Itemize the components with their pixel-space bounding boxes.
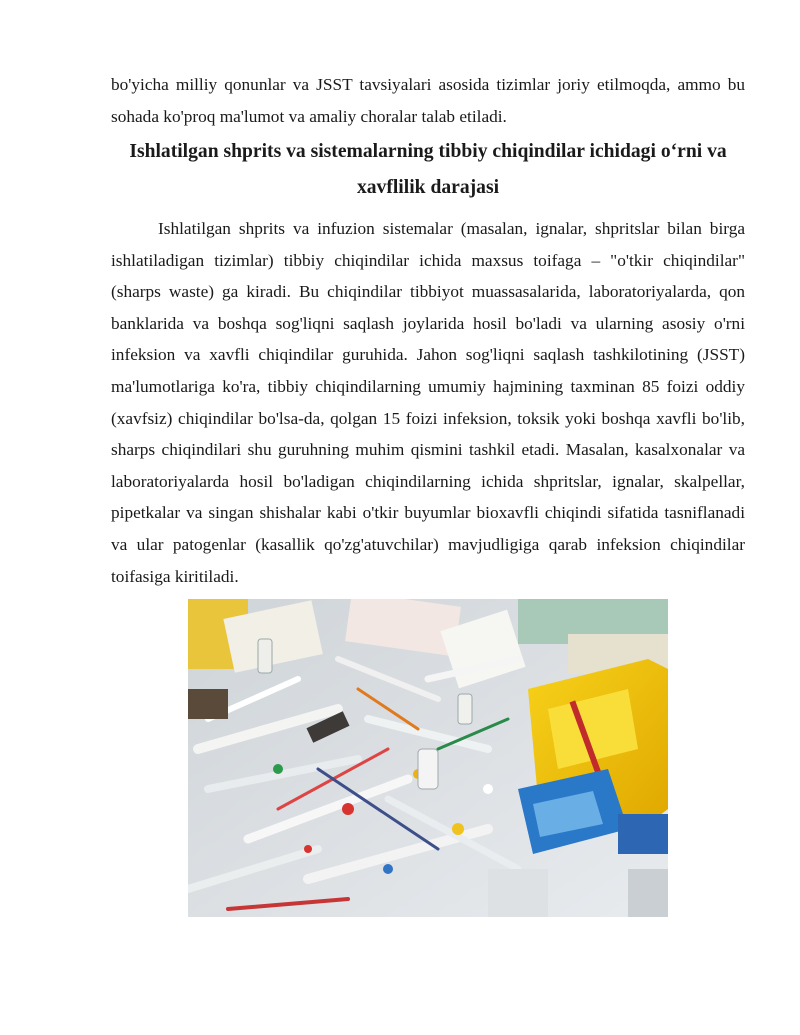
paragraph-top-block [111,69,745,132]
section-heading: Ishlatilgan shprits va sistemalarning tibbiy chiqindilar ichidagi o‘rni va xavflilik darajasi [129,141,727,198]
paragraph-main-block [111,213,745,592]
paragraph-top: bo'yicha milliy qonunlar va JSST tavsiyalari asosida tizimlar joriy etilmoqda, ammo bu sohada ko'proq ma'lumot va amaliy choralar talab etiladi. [111,75,745,126]
paragraph-main: Ishlatilgan shprits va infuzion sistemalar (masalan, ignalar, shpritslar bilan birga ishlatiladigan tizimlar) tibbiy chiqindilar ichida maxsus toifaga – "o'tkir chiqindilar" (sharps waste) ga kiradi. Bu chiqindilar tibbiyot muassasalarida, laboratoriyalarda, qon banklarida va boshqa sog'liqni saqlash joylarida hosil bo'ladi va ularning asosiy o'rni infeksion va xavfli chiqindilar guruhida. Jahon sog'liqni saqlash tashkilotining (JSST) ma'lumotlariga ko'ra, tibbiy chiqindilarning umumiy hajmining taxminan 85 foizi oddiy (xavfsiz) chiqindilar bo'lsa-da, qolgan 15 foizi infeksion, toksik yoki boshqa xavfli bo'lib, sharps chiqindilari shu guruhning muhim qismini tashkil etadi. Masalan, kasalxonalar va laboratoriyalarda hosil bo'ladigan chiqindilarning ichida shpritslar, ignalar, skalpellar, pipetkalar va singan shishalar kabi o'tkir buyumlar bioxavfli chiqindi sifatida tasniflanadi va ular patogenlar (kasallik qo'zg'atuvchilar) mavjudligiga qarab infeksion chiqindilar toifasiga kiritiladi. [111,219,745,586]
medical-waste-illustration [188,599,668,917]
medical-waste-photo [188,599,668,917]
